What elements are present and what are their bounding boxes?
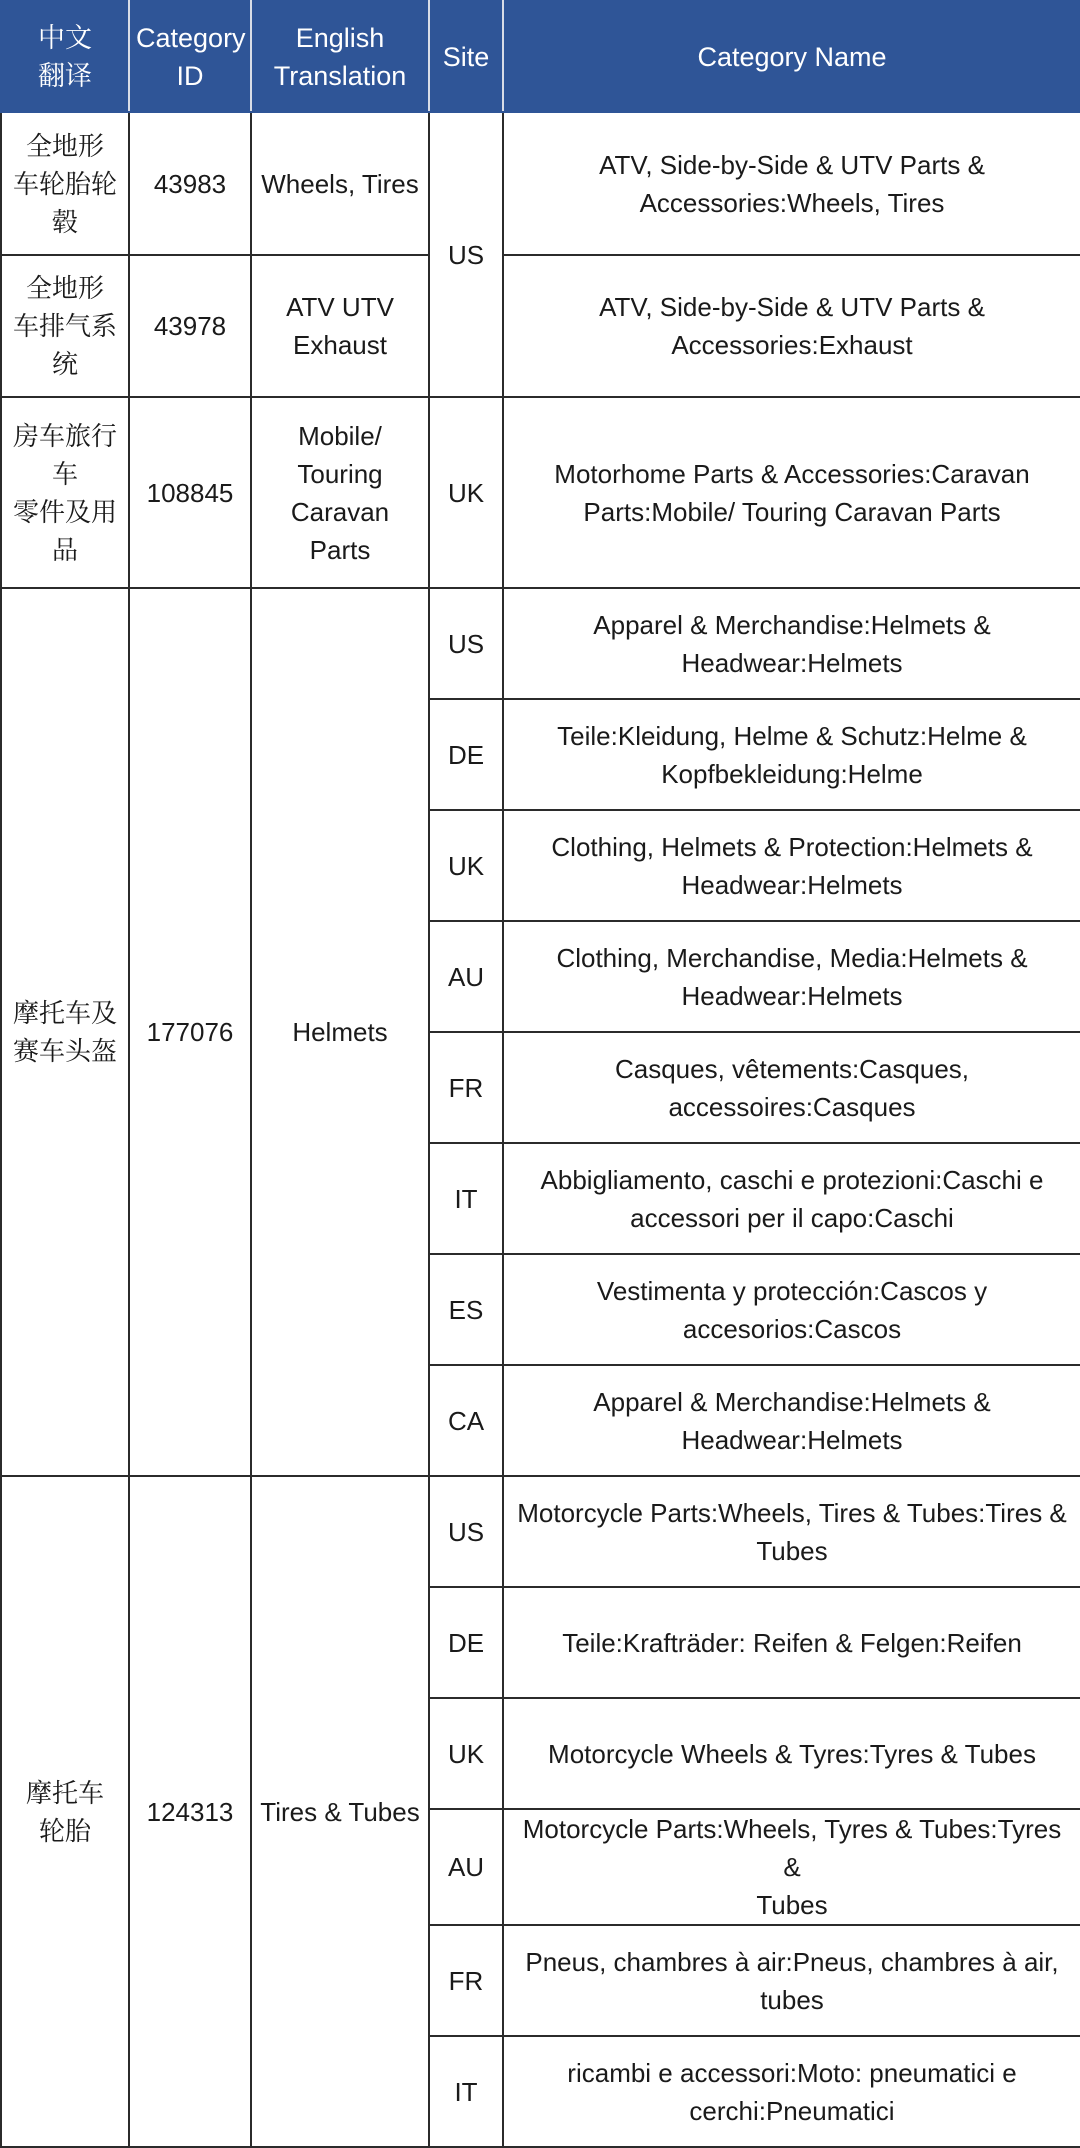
category-id-cell: 43978 <box>129 255 251 397</box>
category-name-cell: Abbigliamento, caschi e protezioni:Caschi e accessori per il capo:Caschi <box>503 1143 1080 1254</box>
table-row <box>1 255 1080 397</box>
english-translation-cell: ATV UTV Exhaust <box>251 255 429 397</box>
category-name-cell: Clothing, Helmets & Protection:Helmets & Headwear:Helmets <box>503 810 1080 921</box>
category-name-cell: Pneus, chambres à air:Pneus, chambres à air, tubes <box>503 1925 1080 2036</box>
category-name-cell: Teile:Krafträder: Reifen & Felgen:Reifen <box>503 1587 1080 1698</box>
header-row <box>1 1 1080 112</box>
site-cell: UK <box>429 810 503 921</box>
category-name-cell: Vestimenta y protección:Cascos y accesorios:Cascos <box>503 1254 1080 1365</box>
site-cell: ES <box>429 1254 503 1365</box>
category-name-cell: ATV, Side-by-Side & UTV Parts & Accessories:Wheels, Tires <box>503 112 1080 255</box>
site-cell: US <box>429 588 503 699</box>
table-row <box>1 112 1080 255</box>
category-name-cell: Apparel & Merchandise:Helmets & Headwear:Helmets <box>503 588 1080 699</box>
table-row <box>1 1476 1080 1587</box>
category-name-cell: Casques, vêtements:Casques, accessoires:Casques <box>503 1032 1080 1143</box>
site-cell: UK <box>429 1698 503 1809</box>
category-name-cell: ricambi e accessori:Moto: pneumatici e cerchi:Pneumatici <box>503 2036 1080 2147</box>
site-cell: AU <box>429 1809 503 1925</box>
category-name-cell: Teile:Kleidung, Helme & Schutz:Helme & Kopfbekleidung:Helme <box>503 699 1080 810</box>
site-cell: DE <box>429 699 503 810</box>
category-name-cell: Motorhome Parts & Accessories:Caravan Parts:Mobile/ Touring Caravan Parts <box>503 397 1080 588</box>
header-category-name: Category Name <box>503 1 1080 112</box>
site-cell: FR <box>429 1925 503 2036</box>
category-name-cell: Motorcycle Wheels & Tyres:Tyres & Tubes <box>503 1698 1080 1809</box>
header-site: Site <box>429 1 503 112</box>
site-cell: UK <box>429 397 503 588</box>
english-translation-cell: Tires & Tubes <box>251 1476 429 2147</box>
chinese-translation-cell: 摩托车 轮胎 <box>1 1476 129 2147</box>
category-id-cell: 177076 <box>129 588 251 1476</box>
category-id-cell: 108845 <box>129 397 251 588</box>
site-cell: US <box>429 112 503 397</box>
table-row <box>1 397 1080 588</box>
site-cell: IT <box>429 1143 503 1254</box>
category-name-cell: ATV, Side-by-Side & UTV Parts & Accessories:Exhaust <box>503 255 1080 397</box>
category-id-cell: 43983 <box>129 112 251 255</box>
category-name-cell: Clothing, Merchandise, Media:Helmets & Headwear:Helmets <box>503 921 1080 1032</box>
english-translation-cell: Helmets <box>251 588 429 1476</box>
chinese-translation-cell: 全地形 车轮胎轮 毂 <box>1 112 129 255</box>
table-row <box>1 588 1080 699</box>
site-cell: CA <box>429 1365 503 1476</box>
header-chinese-translation: 中文 翻译 <box>1 1 129 112</box>
header-english-translation: English Translation <box>251 1 429 112</box>
site-cell: AU <box>429 921 503 1032</box>
chinese-translation-cell: 摩托车及 赛车头盔 <box>1 588 129 1476</box>
category-name-cell: Motorcycle Parts:Wheels, Tires & Tubes:Tires & Tubes <box>503 1476 1080 1587</box>
site-cell: US <box>429 1476 503 1587</box>
english-translation-cell: Wheels, Tires <box>251 112 429 255</box>
category-name-cell: Motorcycle Parts:Wheels, Tyres & Tubes:Tyres & Tubes <box>503 1809 1080 1925</box>
chinese-translation-cell: 全地形 车排气系 统 <box>1 255 129 397</box>
category-name-cell: Apparel & Merchandise:Helmets & Headwear:Helmets <box>503 1365 1080 1476</box>
header-category-id: Category ID <box>129 1 251 112</box>
chinese-translation-cell: 房车旅行 车 零件及用 品 <box>1 397 129 588</box>
site-cell: FR <box>429 1032 503 1143</box>
site-cell: DE <box>429 1587 503 1698</box>
english-translation-cell: Mobile/ Touring Caravan Parts <box>251 397 429 588</box>
category-id-cell: 124313 <box>129 1476 251 2147</box>
site-cell: IT <box>429 2036 503 2147</box>
